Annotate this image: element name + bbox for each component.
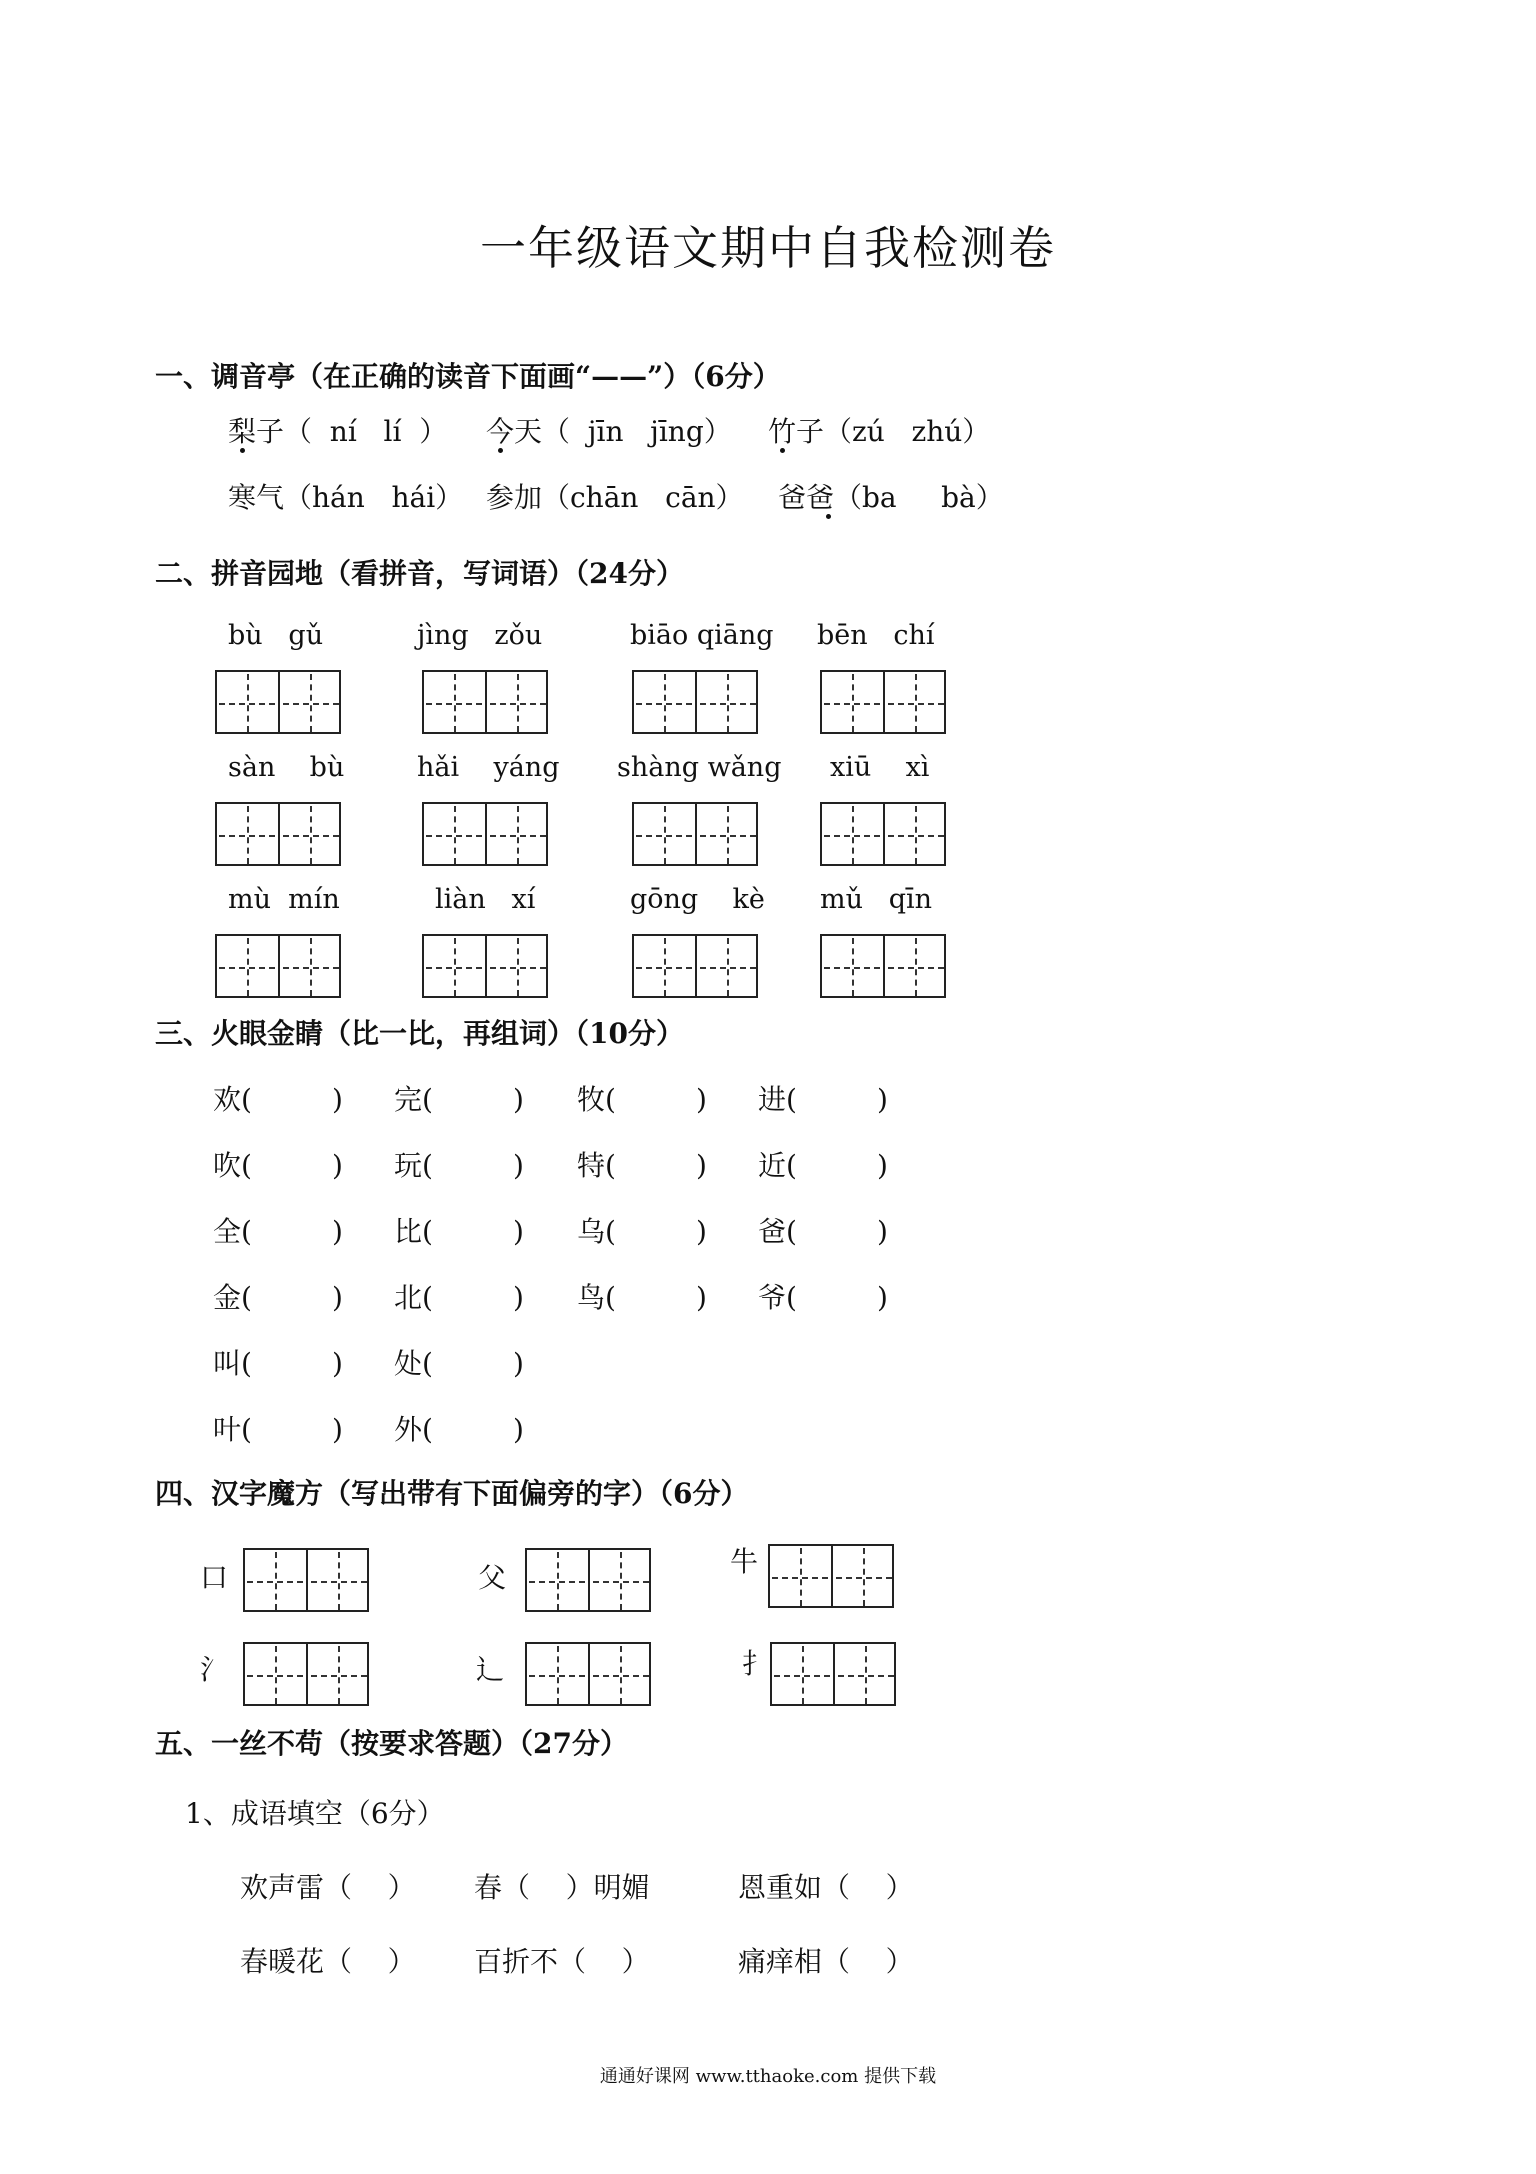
writing-grid[interactable]: [215, 934, 341, 998]
pinyin-label: liàn xí: [435, 884, 536, 915]
emphasis-dot: [498, 448, 503, 453]
writing-grid[interactable]: [422, 670, 548, 734]
radical-label: 父: [478, 1561, 507, 1594]
pinyin-label: gōng kè: [630, 884, 765, 915]
s1-item: 梨子（ ní lí ）: [228, 415, 448, 448]
writing-grid[interactable]: [632, 802, 758, 866]
radical-grid[interactable]: [243, 1548, 369, 1612]
writing-grid[interactable]: [422, 934, 548, 998]
radical-grid[interactable]: [525, 1548, 651, 1612]
writing-grid[interactable]: [820, 670, 946, 734]
writing-grid[interactable]: [215, 802, 341, 866]
radical-label: 扌: [742, 1647, 771, 1680]
radical-grid[interactable]: [243, 1642, 369, 1706]
pinyin-label: shàng wǎng: [617, 752, 782, 783]
pinyin-label: bù gǔ: [228, 620, 324, 651]
radical-label: 口: [200, 1561, 229, 1594]
s1-item: 参加（chān cān）: [486, 481, 744, 514]
word-blank[interactable]: 北( ): [394, 1281, 524, 1314]
writing-grid[interactable]: [632, 934, 758, 998]
section-3-heading: 三、火眼金睛（比一比，再组词）（10分）: [155, 1017, 684, 1050]
word-blank[interactable]: 吹( ): [213, 1149, 343, 1182]
pinyin-label: mù mín: [228, 884, 340, 915]
s1-item: 竹子（zú zhú）: [768, 415, 991, 448]
word-blank[interactable]: 牧( ): [577, 1083, 707, 1116]
pinyin-label: jìng zǒu: [417, 620, 543, 651]
word-blank[interactable]: 爸( ): [758, 1215, 888, 1248]
writing-grid[interactable]: [215, 670, 341, 734]
emphasis-dot: [826, 514, 831, 519]
word-blank[interactable]: 比( ): [394, 1215, 524, 1248]
word-blank[interactable]: 金( ): [213, 1281, 343, 1314]
idiom-blank[interactable]: 春（ ）明媚: [474, 1871, 650, 1904]
section-1-heading: 一、调音亭（在正确的读音下面画“——”）（6分）: [155, 360, 781, 393]
pinyin-label: bēn chí: [817, 620, 935, 651]
word-blank[interactable]: 完( ): [394, 1083, 524, 1116]
radical-label: 氵: [200, 1653, 229, 1686]
pinyin-label: mǔ qīn: [820, 884, 933, 915]
emphasis-dot: [240, 448, 245, 453]
idiom-blank[interactable]: 百折不（ ）: [474, 1945, 650, 1978]
section-4-heading: 四、汉字魔方（写出带有下面偏旁的字）（6分）: [155, 1477, 749, 1510]
word-blank[interactable]: 爷( ): [758, 1281, 888, 1314]
word-blank[interactable]: 乌( ): [577, 1215, 707, 1248]
writing-grid[interactable]: [820, 934, 946, 998]
s1-item: 今天（ jīn jīng）: [486, 415, 732, 448]
writing-grid[interactable]: [632, 670, 758, 734]
idiom-blank[interactable]: 恩重如（ ）: [738, 1871, 914, 1904]
word-blank[interactable]: 外( ): [394, 1413, 524, 1446]
word-blank[interactable]: 处( ): [394, 1347, 524, 1380]
word-blank[interactable]: 进( ): [758, 1083, 888, 1116]
word-blank[interactable]: 全( ): [213, 1215, 343, 1248]
radical-grid[interactable]: [770, 1642, 896, 1706]
page-title: 一年级语文期中自我检测卷: [480, 221, 1056, 275]
pinyin-label: xiū xì: [830, 752, 930, 783]
radical-label: 辶: [476, 1653, 505, 1686]
footer-credit: 通通好课网 www.tthaoke.com 提供下载: [599, 2066, 937, 2087]
word-blank[interactable]: 近( ): [758, 1149, 888, 1182]
subsection-title: 1、成语填空（6分）: [185, 1797, 445, 1830]
pinyin-label: sàn bù: [228, 752, 345, 783]
pinyin-label: hǎi yáng: [417, 752, 560, 783]
word-blank[interactable]: 欢( ): [213, 1083, 343, 1116]
word-blank[interactable]: 鸟( ): [577, 1281, 707, 1314]
idiom-blank[interactable]: 痛痒相（ ）: [738, 1945, 914, 1978]
radical-grid[interactable]: [768, 1544, 894, 1608]
idiom-blank[interactable]: 春暖花（ ）: [240, 1945, 416, 1978]
idiom-blank[interactable]: 欢声雷（ ）: [240, 1871, 416, 1904]
radical-grid[interactable]: [525, 1642, 651, 1706]
pinyin-label: biāo qiāng: [630, 620, 774, 651]
writing-grid[interactable]: [422, 802, 548, 866]
section-5-heading: 五、一丝不苟（按要求答题）（27分）: [155, 1727, 628, 1760]
word-blank[interactable]: 叶( ): [213, 1413, 343, 1446]
s1-item: 爸爸（ba bà）: [778, 481, 1004, 514]
section-2-heading: 二、拼音园地（看拼音，写词语）（24分）: [155, 557, 684, 590]
word-blank[interactable]: 特( ): [577, 1149, 707, 1182]
s1-item: 寒气（hán hái）: [228, 481, 464, 514]
radical-label: 牛: [730, 1545, 759, 1578]
word-blank[interactable]: 叫( ): [213, 1347, 343, 1380]
emphasis-dot: [780, 448, 785, 453]
word-blank[interactable]: 玩( ): [394, 1149, 524, 1182]
writing-grid[interactable]: [820, 802, 946, 866]
